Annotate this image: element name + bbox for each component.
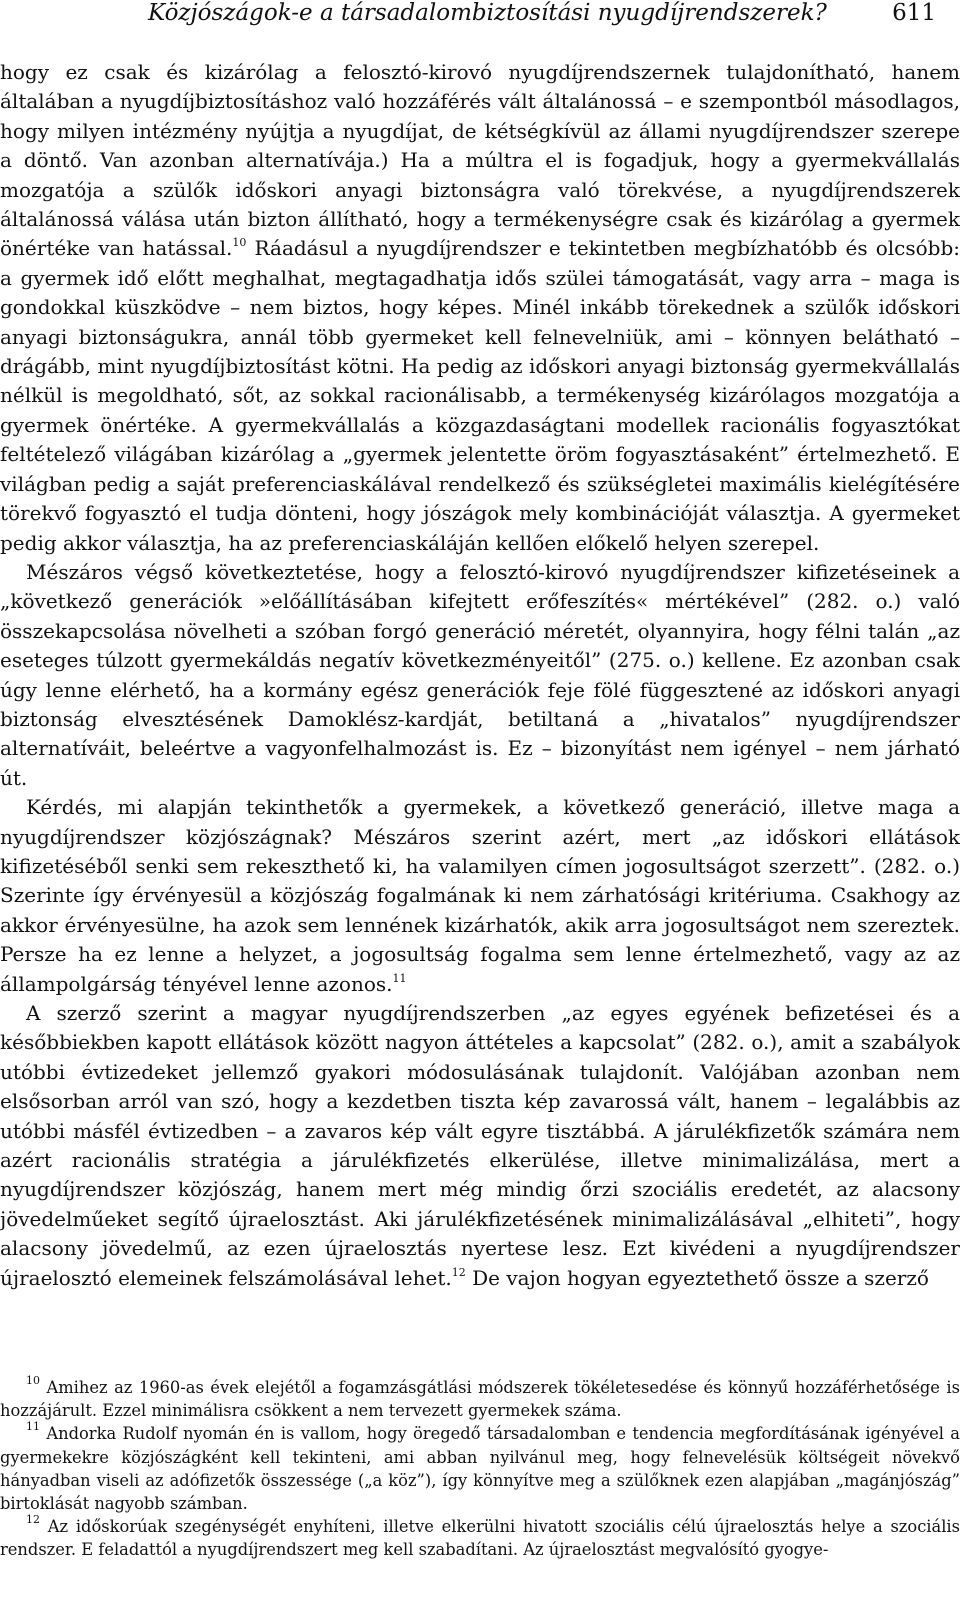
- paragraph-text: De vajon hogyan egyeztethető össze a szerző: [465, 1265, 929, 1290]
- body-paragraph: [0, 999, 960, 1293]
- paragraph-text: A szerző szerint a magyar nyugdíjrendszerben „az egyes egyének befizetései és a későbbiekben kapott ellátások között nagyon áttételes a kapcsolat” (282. o.), amit a szabályok utóbbi évtizedeket jellemző gyakori módosulásának tulajdonít. Valójában azonban nem elsősorban arról van szó, hogy a kezdetben tiszta kép zavarossá vált, hanem – legalábbis az utóbbi másfél évtizedben – a zavaros kép vált egyre tisztábbá. A járulékfizetők számára nem azért racionális stratégia a járulékfizetés elkerülése, illetve minimalizálása, mert a nyugdíjrendszer közjószág, hanem mert még mindig őrzi szociális eredetét, az alacsony jövedelműeket segítő újraelosztást. Aki járulékfizetésének minimalizálásával „elhiteti”, hogy alacsony jövedelmű, az ezen újraelosztás nyertese lesz. Ezt kivédeni a nyugdíjrendszer újraelosztó elemeinek felszámolásával lehet.: [0, 1001, 960, 1290]
- body-text: [0, 58, 960, 1293]
- footnote-reference[interactable]: 10: [232, 236, 247, 250]
- paragraph-text: hogy ez csak és kizárólag a felosztó-kirovó nyugdíjrendszernek tulajdonítható, hanem általában a nyugdíjbiztosításhoz való hozzáférés vált általánossá – e szempontból másodlagos, hogy milyen intézmény nyújtja a nyugdíjat, de kétségkívül az állami nyugdíjrendszer szerepe a döntő. Van azonban alternatívája.) Ha a múltra el is fogadjuk, hogy a gyermekvállalás mozgatója a szülők időskori anyagi biztonságra való törekvése, a nyugdíjrendszerek általánossá válása után bizton állítható, hogy a termékenységre csak és kizárólag a gyermek önértéke van hatással.: [0, 60, 960, 261]
- paragraph-text: Mészáros végső következtetése, hogy a felosztó-kirovó nyugdíjrendszer kifizetéseinek a „következő generációk »előállításában kifejtett erőfeszítés« mértékével” (282. o.) való összekapcsolása növelheti a szóban forgó generáció méretét, olyannyira, hogy félni talán „az eseteges túlzott gyermekáldás negatív következményeitől” (275. o.) kellene. Ez azonban csak úgy lenne elérhető, ha a kormány egész generációk feje fölé függesztené az időskori anyagi biztonság elvesztésének Damoklész-kardját, betiltaná a „hivatalos” nyugdíjrendszer alternatíváit, beleértve a vagyonfelhalmozást is. Ez – bizonyítást nem igényel – nem járható út.: [0, 559, 960, 790]
- footnote-number: 10: [26, 1374, 40, 1387]
- body-paragraph: [0, 558, 960, 793]
- paragraph-text: Kérdés, mi alapján tekinthetők a gyermekek, a következő generáció, illetve maga a nyugdíjrendszer közjószágnak? Mészáros szerint azért, mert „az időskori ellátások kifizetéséből senki sem rekeszthető ki, ha valamilyen címen jogosultságot szerzett”. (282. o.) Szerinte így érvényesül a közjószág fogalmának ki nem zárhatósági kritériuma. Csakhogy az akkor érvényesülne, ha azok sem lennének kizárhatók, akik arra jogosultságot nem szereztek. Persze ha ez lenne a helyzet, a jogosultság fogalma sem lenne értelmezhető, vagy az az állampolgárság tényével lenne azonos.: [0, 795, 960, 996]
- running-header: [148, 0, 936, 28]
- body-paragraph: [0, 58, 960, 558]
- footnote-reference[interactable]: 12: [451, 1265, 466, 1279]
- footnote-reference[interactable]: 11: [392, 971, 407, 985]
- footnote-text: Andorka Rudolf nyomán én is vallom, hogy öregedő társadalomban e tendencia megfordításának igényével a gyermekekre közjószágként kell tekinteni, ami abban nyilvánul meg, hogy felnevelésük költségeit növekvő hányadban viseli az adófizetők összessége („a köz”), így könnyítve meg a szülőknek ezen alapjában „magánjószág” birtoklását nagyobb számban.: [0, 1424, 960, 1514]
- footnote-text: Az időskorúak szegénységét enyhíteni, illetve elkerülni hivatott szociális célú újraelosztás helye a szociális rendszer. E feladattól a nyugdíjrendszert meg kell szabadítani. Az újraelosztást megvalósító gyogye-: [0, 1517, 960, 1560]
- page-number: 611: [892, 0, 936, 26]
- footnote: [0, 1515, 960, 1561]
- footnotes: [0, 1376, 960, 1562]
- footnote-number: 11: [26, 1420, 40, 1434]
- footnote-text: Amihez az 1960-as évek elejétől a fogamzásgátlási módszerek tökéletesedése és könnyű hozzáférhetősége is hozzájárult. Ezzel minimálisra csökkent a nem tervezett gyermekek száma.: [0, 1378, 960, 1421]
- footnote-number: 12: [26, 1513, 40, 1527]
- footnote: [0, 1376, 960, 1422]
- footnote: [0, 1422, 960, 1515]
- body-paragraph: [0, 793, 960, 999]
- running-title: Közjószágok-e a társadalombiztosítási nyugdíjrendszerek?: [148, 0, 827, 26]
- paragraph-text: Ráadásul a nyugdíjrendszer e tekintetben megbízhatóbb és olcsóbb: a gyermek idő előtt meghalhat, megtagadhatja idős szülei támogatását, vagy arra – maga is gondokkal küszködve – nem biztos, hogy képes. Minél inkább törekednek a szülők időskori anyagi biztonságukra, annál több gyermeket kell felnevelniük, ami – könnyen belátható – drágább, mint nyugdíjbiztosítást kötni. Ha pedig az időskori anyagi biztonság gyermekvállalás nélkül is megoldható, sőt, az sokkal racionálisabb, a termékenység kizárólagos mozgatója a gyermek önértéke. A gyermekvállalás a közgazdaságtani modellek racionális fogyasztókat feltételező világában kizárólag a „gyermek jelentette öröm fogyasztásaként” értelmezhető. E világban pedig a saját preferenciaskálával rendelkező és szükségletei maximális kielégítésére törekvő fogyasztó el tudja dönteni, hogy jószágok mely kombinációját választja. A gyermeket pedig akkor választja, ha az preferenciaskáláján kellően előkelő helyen szerepel.: [0, 236, 960, 555]
